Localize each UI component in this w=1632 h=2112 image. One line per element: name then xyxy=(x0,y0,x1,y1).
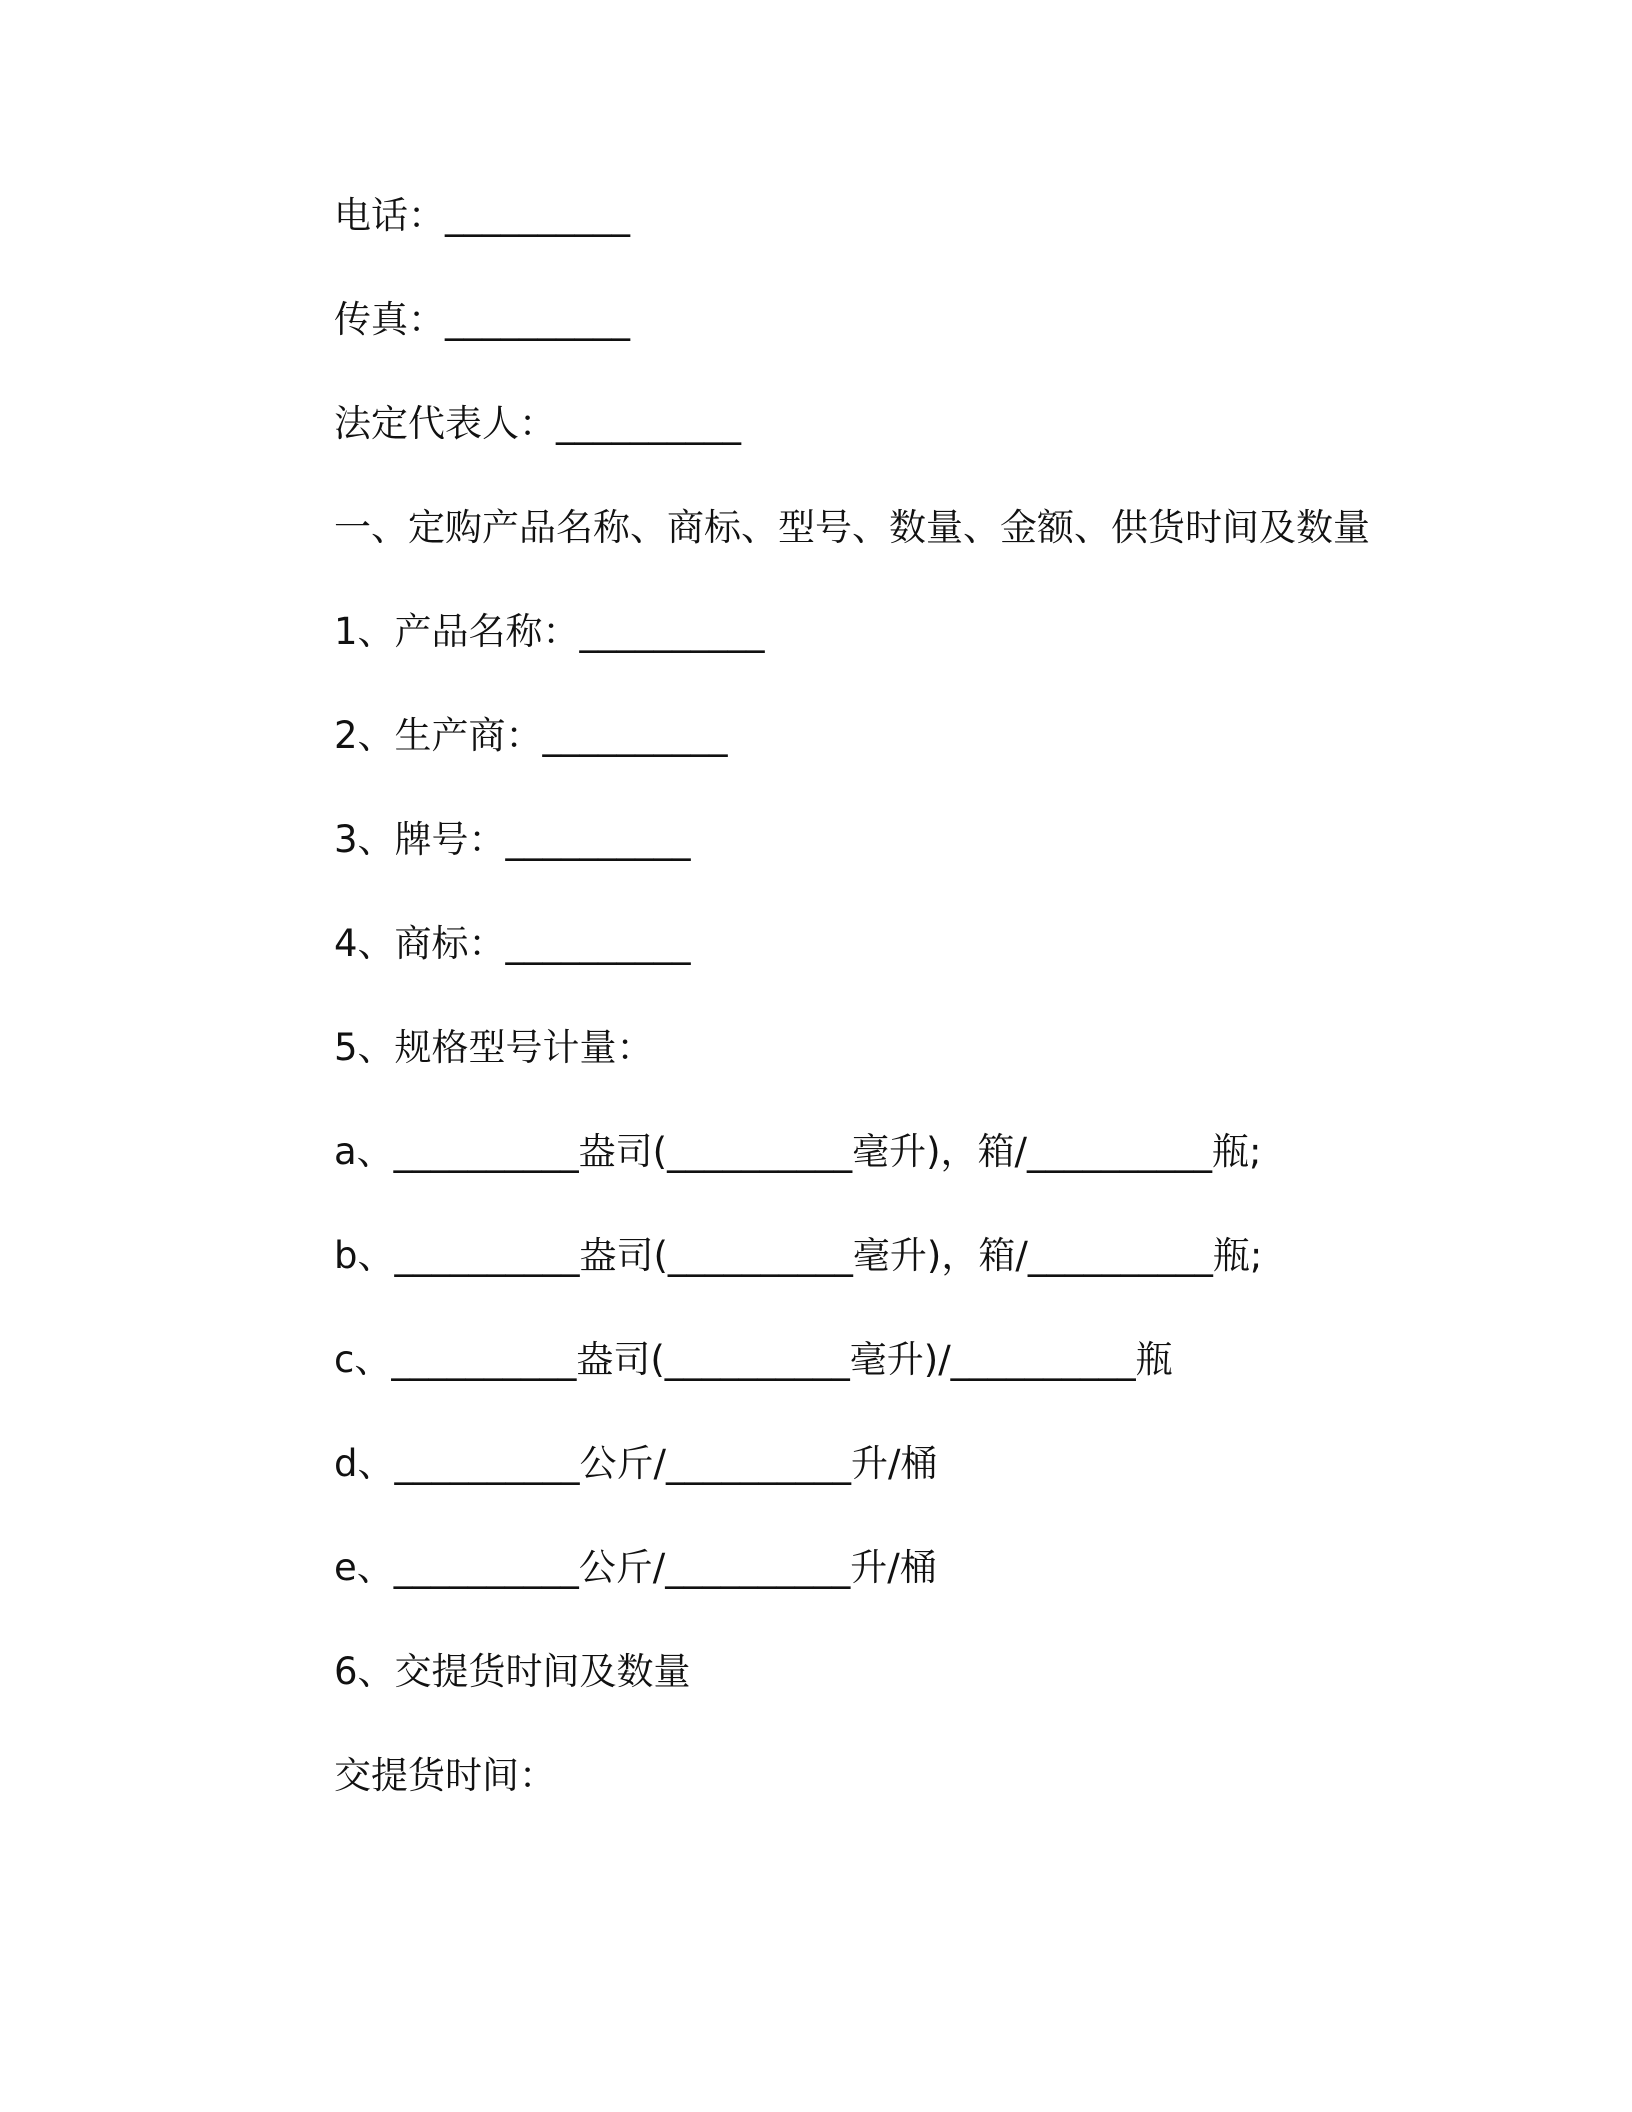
spec-item-c-text: c、__________盎司(__________毫升)/__________瓶 xyxy=(334,1338,1173,1381)
legal-representative-line xyxy=(334,394,1434,498)
brand-number-text: 3、牌号：__________ xyxy=(334,818,691,861)
spec-item-d-line xyxy=(334,1434,1434,1538)
document-body xyxy=(334,186,1434,1850)
phone-field-text: 电话：__________ xyxy=(334,194,630,237)
trademark-line xyxy=(334,914,1434,1018)
fax-field-text: 传真：__________ xyxy=(334,298,630,341)
manufacturer-text: 2、生产商：__________ xyxy=(334,714,728,757)
phone-field-line xyxy=(334,186,1434,290)
section-heading-text: 一、定购产品名称、商标、型号、数量、金额、供货时间及数量 xyxy=(334,506,1370,549)
legal-representative-text: 法定代表人：__________ xyxy=(334,402,741,445)
brand-number-line xyxy=(334,810,1434,914)
manufacturer-line xyxy=(334,706,1434,810)
spec-item-b-text: b、__________盎司(__________毫升)，箱/__________瓶; xyxy=(334,1234,1263,1277)
delivery-time-line xyxy=(334,1746,1434,1850)
delivery-heading-line xyxy=(334,1642,1434,1746)
spec-item-a-line xyxy=(334,1122,1434,1226)
spec-item-a-text: a、__________盎司(__________毫升)，箱/__________瓶; xyxy=(334,1130,1262,1173)
spec-item-e-text: e、__________公斤/__________升/桶 xyxy=(334,1546,937,1589)
spec-item-d-text: d、__________公斤/__________升/桶 xyxy=(334,1442,938,1485)
specification-heading-text: 5、规格型号计量： xyxy=(334,1026,654,1069)
delivery-heading-text: 6、交提货时间及数量 xyxy=(334,1650,691,1693)
spec-item-e-line xyxy=(334,1538,1434,1642)
specification-heading-line xyxy=(334,1018,1434,1122)
delivery-time-text: 交提货时间： xyxy=(334,1754,556,1797)
trademark-text: 4、商标：__________ xyxy=(334,922,691,965)
spec-item-c-line xyxy=(334,1330,1434,1434)
spec-item-b-line xyxy=(334,1226,1434,1330)
product-name-text: 1、产品名称：__________ xyxy=(334,610,765,653)
section-heading-line xyxy=(334,498,1434,602)
product-name-line xyxy=(334,602,1434,706)
fax-field-line xyxy=(334,290,1434,394)
